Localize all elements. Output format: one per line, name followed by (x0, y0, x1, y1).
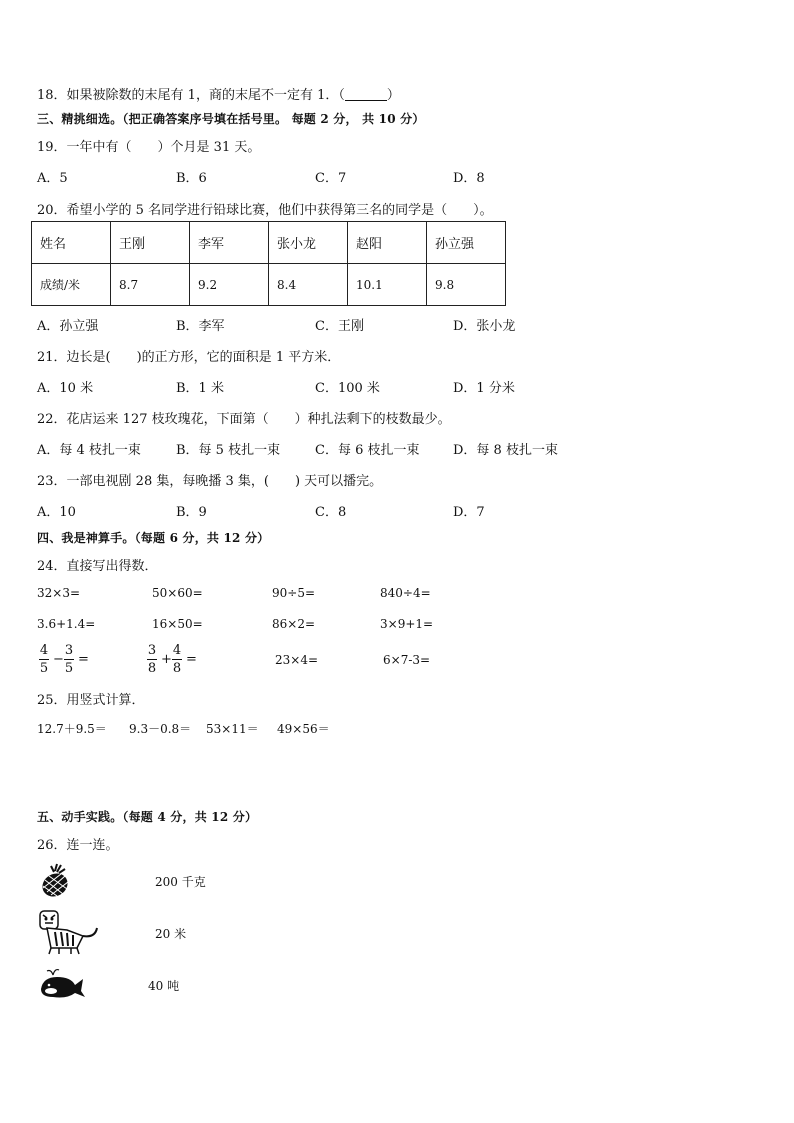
calc-item: 3×9+1= (380, 617, 434, 631)
q21-option-c[interactable]: C．100 米 (315, 381, 380, 396)
fraction-denominator: 5 (39, 661, 49, 676)
calc-item: 90÷5= (272, 586, 316, 600)
table-header-row (32, 222, 506, 264)
fraction-bar (64, 659, 74, 660)
table-cell: 王刚 (111, 222, 190, 264)
q22-option-d[interactable]: D．每 8 枝扎一束 (453, 443, 558, 458)
question-18-text: 18．如果被除数的末尾有 1，商的末尾不一定有 1．（ (37, 88, 345, 103)
q21-option-b[interactable]: B．1 米 (176, 381, 224, 396)
q19-option-a[interactable]: A．5 (37, 171, 68, 186)
table-cell: 张小龙 (269, 222, 348, 264)
fraction-bar (172, 659, 182, 660)
table-cell: 9.8 (427, 264, 506, 306)
calc-item: 86×2= (272, 617, 316, 631)
q23-option-d[interactable]: D．7 (453, 505, 485, 520)
q20-option-c[interactable]: C．王刚 (315, 319, 364, 334)
question-21-text: 21．边长是( )的正方形，它的面积是 1 平方米． (37, 350, 341, 365)
q19-option-b[interactable]: B．6 (176, 171, 207, 186)
table-cell: 8.7 (111, 264, 190, 306)
table-cell: 8.4 (269, 264, 348, 306)
q20-option-b[interactable]: B．李军 (176, 319, 225, 334)
q23-option-a[interactable]: A．10 (37, 505, 76, 520)
operator: − (53, 652, 64, 667)
table-cell: 李军 (190, 222, 269, 264)
fraction (64, 643, 74, 676)
question-24-text: 24．直接写出得数． (37, 559, 158, 574)
q22-option-c[interactable]: C．每 6 枝扎一束 (315, 443, 420, 458)
fraction-numerator: 4 (172, 643, 182, 658)
calc-item: 840÷4= (380, 586, 431, 600)
calc-item: 23×4= (275, 653, 319, 667)
table-cell: 赵阳 (348, 222, 427, 264)
question-18 (37, 84, 400, 103)
q22-option-a[interactable]: A．每 4 枝扎一束 (37, 443, 141, 458)
match-label-40t[interactable]: 40 吨 (148, 979, 180, 993)
table-cell: 9.2 (190, 264, 269, 306)
question-22-text: 22．花店运来 127 枝玫瑰花，下面第（ ）种扎法剩下的枝数最少。 (37, 412, 451, 427)
question-18-close: ） (386, 88, 400, 103)
q21-option-a[interactable]: A．10 米 (37, 381, 94, 396)
match-label-20m[interactable]: 20 米 (155, 927, 187, 941)
calc-item: 53×11＝ (206, 722, 259, 736)
pineapple-icon[interactable] (37, 862, 73, 898)
section-3-title: 三、精挑细选。（把正确答案序号填在括号里。 每题 2 分， 共 10 分） (37, 112, 425, 126)
question-26-text: 26．连一连。 (37, 838, 119, 853)
question-23-text: 23．一部电视剧 28 集，每晚播 3 集，( ) 天可以播完。 (37, 474, 383, 489)
fraction-bar (39, 659, 49, 660)
calc-item: 9.3－0.8＝ (129, 722, 192, 736)
table-cell: 孙立强 (427, 222, 506, 264)
fraction (147, 643, 157, 676)
fraction-denominator: 5 (64, 661, 74, 676)
calc-item: 49×56＝ (277, 722, 330, 736)
section-5-title: 五、动手实践。（每题 4 分，共 12 分） (37, 810, 258, 824)
q20-option-d[interactable]: D．张小龙 (453, 319, 516, 334)
fraction-denominator: 8 (147, 661, 157, 676)
q19-option-d[interactable]: D．8 (453, 171, 485, 186)
equals-sign: = (78, 652, 89, 667)
q19-option-c[interactable]: C．7 (315, 171, 347, 186)
question-20-text: 20．希望小学的 5 名同学进行铅球比赛，他们中获得第三名的同学是（ ）。 (37, 203, 493, 218)
section-4-title: 四、我是神算手。（每题 6 分，共 12 分） (37, 531, 270, 545)
question-25-text: 25．用竖式计算． (37, 693, 145, 708)
table-row (32, 264, 506, 306)
q20-option-a[interactable]: A．孙立强 (37, 319, 99, 334)
equals-sign: = (186, 652, 197, 667)
answer-blank[interactable] (345, 88, 387, 101)
q21-option-d[interactable]: D．1 分米 (453, 381, 515, 396)
table-cell: 10.1 (348, 264, 427, 306)
calc-item: 3.6+1.4= (37, 617, 96, 631)
fraction (39, 643, 49, 676)
fraction (172, 643, 182, 676)
table-cell: 姓名 (32, 222, 111, 264)
fraction-denominator: 8 (172, 661, 182, 676)
fraction-numerator: 3 (64, 643, 74, 658)
q22-option-b[interactable]: B．每 5 枝扎一束 (176, 443, 281, 458)
tiger-icon[interactable] (37, 908, 101, 956)
fraction-bar (147, 659, 157, 660)
calc-item: 32×3= (37, 586, 81, 600)
whale-icon[interactable] (37, 965, 87, 1001)
q23-option-c[interactable]: C．8 (315, 505, 347, 520)
calc-item: 16×50= (152, 617, 203, 631)
fraction-numerator: 4 (39, 643, 49, 658)
fraction-numerator: 3 (147, 643, 157, 658)
operator: + (161, 652, 172, 667)
q23-option-b[interactable]: B．9 (176, 505, 207, 520)
calc-item: 12.7＋9.5＝ (37, 722, 107, 736)
calc-item: 50×60= (152, 586, 203, 600)
table-cell: 成绩/米 (32, 264, 111, 306)
match-label-200kg[interactable]: 200 千克 (155, 875, 206, 889)
score-table (31, 221, 506, 306)
question-19-text: 19．一年中有（ ）个月是 31 天。 (37, 140, 261, 155)
calc-item: 6×7-3= (383, 653, 431, 667)
